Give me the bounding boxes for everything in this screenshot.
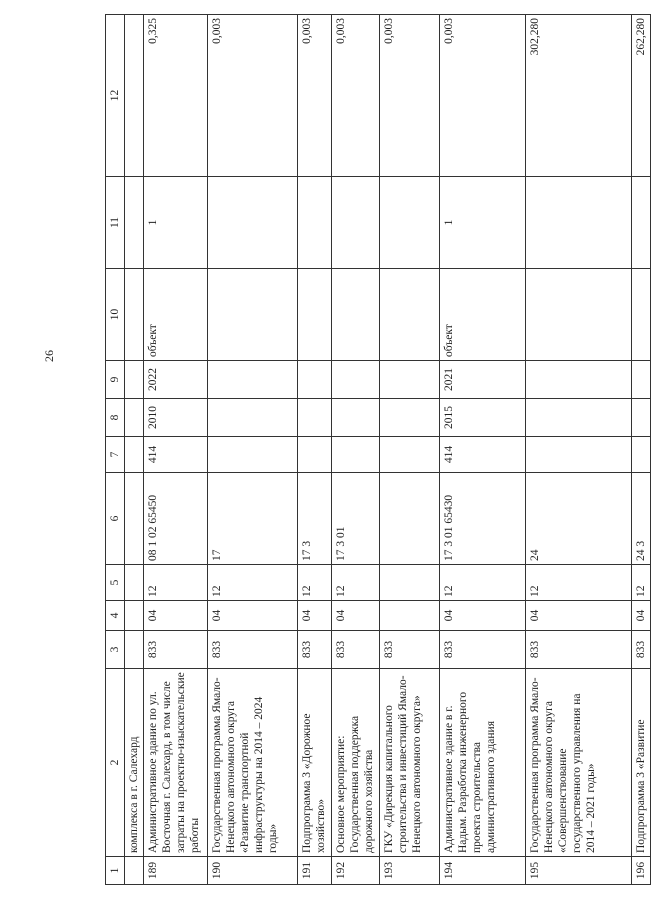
column-number: 9 bbox=[106, 361, 125, 399]
table-row bbox=[440, 15, 526, 885]
column-number: 6 bbox=[106, 473, 125, 565]
cell-amount: 0,003 bbox=[298, 15, 332, 177]
cell-row-name: Государственная программа Ямало-Ненецкого автономного округа «Совершенствование государственного управления на 2014 – 2021 годы» bbox=[526, 669, 632, 857]
cell-year-end bbox=[380, 361, 440, 399]
cell-code-expense bbox=[298, 437, 332, 473]
cell-year-end bbox=[332, 361, 380, 399]
cell-code-admin: 833 bbox=[144, 631, 208, 669]
cell-unit bbox=[208, 269, 298, 361]
cell-year-end bbox=[526, 361, 632, 399]
table-row bbox=[332, 15, 380, 885]
column-number: 3 bbox=[106, 631, 125, 669]
cell-amount: 0,325 bbox=[144, 15, 208, 177]
table-row bbox=[125, 15, 144, 885]
cell-code-section: 04 bbox=[298, 601, 332, 631]
cell-year-end bbox=[298, 361, 332, 399]
cell-code-admin: 833 bbox=[632, 631, 651, 669]
cell-quantity bbox=[632, 177, 651, 269]
cell-row-number: 191 bbox=[298, 857, 332, 885]
cell-code-target: 17 3 01 bbox=[332, 473, 380, 565]
cell-row-name: Подпрограмма 3 «Дорожное хозяйство» bbox=[298, 669, 332, 857]
column-number: 10 bbox=[106, 269, 125, 361]
column-number: 5 bbox=[106, 565, 125, 601]
cell-code-admin bbox=[125, 631, 144, 669]
cell-code-admin: 833 bbox=[526, 631, 632, 669]
cell-row-number: 192 bbox=[332, 857, 380, 885]
cell-code-section: 04 bbox=[632, 601, 651, 631]
cell-quantity bbox=[298, 177, 332, 269]
cell-code-section: 04 bbox=[332, 601, 380, 631]
cell-unit bbox=[125, 269, 144, 361]
cell-quantity: 1 bbox=[144, 177, 208, 269]
cell-year-start: 2015 bbox=[440, 399, 526, 437]
cell-year-start bbox=[125, 399, 144, 437]
cell-year-start: 2010 bbox=[144, 399, 208, 437]
cell-code-expense bbox=[632, 437, 651, 473]
cell-unit bbox=[632, 269, 651, 361]
cell-unit bbox=[298, 269, 332, 361]
cell-code-target bbox=[125, 473, 144, 565]
column-number: 4 bbox=[106, 601, 125, 631]
cell-code-admin: 833 bbox=[440, 631, 526, 669]
cell-code-target bbox=[380, 473, 440, 565]
cell-code-subsection: 12 bbox=[332, 565, 380, 601]
cell-code-subsection: 12 bbox=[298, 565, 332, 601]
table-row bbox=[298, 15, 332, 885]
cell-amount: 262,280 bbox=[632, 15, 651, 177]
cell-year-end bbox=[208, 361, 298, 399]
table-row bbox=[632, 15, 651, 885]
cell-amount bbox=[125, 15, 144, 177]
cell-code-section: 04 bbox=[440, 601, 526, 631]
cell-quantity bbox=[380, 177, 440, 269]
cell-code-expense bbox=[125, 437, 144, 473]
cell-row-name: Государственная программа Ямало-Ненецкого автономного округа «Развитие транспортной инфраструктуры на 2014 – 2024 годы» bbox=[208, 669, 298, 857]
cell-code-subsection: 12 bbox=[144, 565, 208, 601]
cell-amount: 0,003 bbox=[440, 15, 526, 177]
cell-quantity: 1 bbox=[440, 177, 526, 269]
cell-code-subsection: 12 bbox=[526, 565, 632, 601]
cell-code-subsection: 12 bbox=[632, 565, 651, 601]
cell-code-subsection: 12 bbox=[208, 565, 298, 601]
cell-amount: 0,003 bbox=[332, 15, 380, 177]
cell-code-target: 17 3 bbox=[298, 473, 332, 565]
cell-year-start bbox=[380, 399, 440, 437]
cell-row-number: 190 bbox=[208, 857, 298, 885]
cell-row-name: Административное здание по ул. Восточная г. Салехард, в том числе затраты на проектно-изыскательские работы bbox=[144, 669, 208, 857]
cell-code-target: 17 bbox=[208, 473, 298, 565]
cell-code-expense bbox=[208, 437, 298, 473]
cell-year-start bbox=[298, 399, 332, 437]
cell-code-subsection bbox=[380, 565, 440, 601]
cell-code-section: 04 bbox=[208, 601, 298, 631]
cell-code-expense bbox=[332, 437, 380, 473]
cell-row-name: Административное здание в г. Надым. Разработка инженерного проекта строительства административного здания bbox=[440, 669, 526, 857]
cell-row-name: комплекса в г. Салехард bbox=[125, 669, 144, 857]
column-number: 2 bbox=[106, 669, 125, 857]
cell-row-number: 194 bbox=[440, 857, 526, 885]
cell-code-admin: 833 bbox=[208, 631, 298, 669]
cell-code-expense: 414 bbox=[144, 437, 208, 473]
column-number: 12 bbox=[106, 15, 125, 177]
table-row bbox=[380, 15, 440, 885]
cell-unit: объект bbox=[144, 269, 208, 361]
cell-code-target: 24 3 bbox=[632, 473, 651, 565]
column-number-row bbox=[106, 15, 125, 885]
cell-code-target: 17 3 01 65430 bbox=[440, 473, 526, 565]
cell-year-end bbox=[125, 361, 144, 399]
table-row bbox=[526, 15, 632, 885]
cell-row-name: Основное мероприятие: Государственная поддержка дорожного хозяйства bbox=[332, 669, 380, 857]
cell-code-expense: 414 bbox=[440, 437, 526, 473]
cell-code-section: 04 bbox=[144, 601, 208, 631]
cell-code-expense bbox=[526, 437, 632, 473]
cell-code-section bbox=[125, 601, 144, 631]
cell-year-start bbox=[526, 399, 632, 437]
cell-code-target: 08 1 02 65450 bbox=[144, 473, 208, 565]
cell-unit: объект bbox=[440, 269, 526, 361]
budget-table bbox=[105, 14, 651, 885]
column-number: 7 bbox=[106, 437, 125, 473]
cell-quantity bbox=[526, 177, 632, 269]
cell-year-start bbox=[332, 399, 380, 437]
cell-code-admin: 833 bbox=[298, 631, 332, 669]
cell-year-start bbox=[208, 399, 298, 437]
cell-code-target: 24 bbox=[526, 473, 632, 565]
table-row bbox=[144, 15, 208, 885]
cell-quantity bbox=[332, 177, 380, 269]
cell-amount: 0,003 bbox=[208, 15, 298, 177]
cell-code-admin: 833 bbox=[380, 631, 440, 669]
page-number: 26 bbox=[42, 350, 56, 362]
cell-amount: 0,003 bbox=[380, 15, 440, 177]
table-body bbox=[125, 15, 651, 885]
cell-row-number: 193 bbox=[380, 857, 440, 885]
cell-row-number: 189 bbox=[144, 857, 208, 885]
cell-unit bbox=[380, 269, 440, 361]
cell-amount: 302,280 bbox=[526, 15, 632, 177]
cell-unit bbox=[526, 269, 632, 361]
cell-row-name: ГКУ «Дирекция капитального строительства и инвестиций Ямало-Ненецкого автономного округа» bbox=[380, 669, 440, 857]
cell-code-expense bbox=[380, 437, 440, 473]
cell-row-number: 195 bbox=[526, 857, 632, 885]
table-row bbox=[208, 15, 298, 885]
cell-unit bbox=[332, 269, 380, 361]
column-number: 11 bbox=[106, 177, 125, 269]
cell-code-section: 04 bbox=[526, 601, 632, 631]
cell-row-name: Подпрограмма 3 «Развитие bbox=[632, 669, 651, 857]
cell-code-section bbox=[380, 601, 440, 631]
column-number: 1 bbox=[106, 857, 125, 885]
rotated-page bbox=[105, 5, 647, 885]
cell-row-number bbox=[125, 857, 144, 885]
cell-code-subsection bbox=[125, 565, 144, 601]
cell-code-admin: 833 bbox=[332, 631, 380, 669]
cell-year-end: 2021 bbox=[440, 361, 526, 399]
cell-quantity bbox=[125, 177, 144, 269]
cell-year-end: 2022 bbox=[144, 361, 208, 399]
cell-quantity bbox=[208, 177, 298, 269]
column-number: 8 bbox=[106, 399, 125, 437]
cell-row-number: 196 bbox=[632, 857, 651, 885]
cell-year-start bbox=[632, 399, 651, 437]
cell-code-subsection: 12 bbox=[440, 565, 526, 601]
cell-year-end bbox=[632, 361, 651, 399]
